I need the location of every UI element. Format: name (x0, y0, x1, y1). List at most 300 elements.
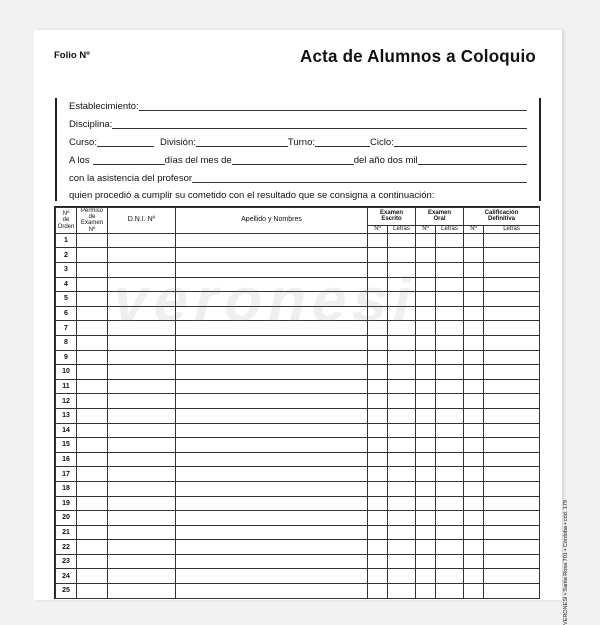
disciplina-label: Disciplina: (69, 119, 113, 130)
escrito-num-cell[interactable] (368, 438, 388, 453)
calif-letras-cell[interactable] (484, 452, 540, 467)
permiso-cell[interactable] (77, 569, 108, 584)
oral-letras-cell[interactable] (436, 292, 464, 307)
escrito-num-cell[interactable] (368, 423, 388, 438)
ciclo-label: Ciclo: (370, 137, 394, 148)
escrito-letras-cell[interactable] (388, 379, 416, 394)
group-oral-line1: Examen (428, 210, 452, 217)
nombre-cell[interactable] (176, 423, 368, 438)
calif-letras-cell[interactable] (484, 263, 540, 278)
calif-num-cell[interactable] (464, 452, 484, 467)
permiso-cell[interactable] (77, 496, 108, 511)
permiso-cell[interactable] (77, 335, 108, 350)
dni-cell[interactable] (108, 379, 176, 394)
calif-num-cell[interactable] (464, 306, 484, 321)
dni-cell[interactable] (108, 335, 176, 350)
oral-num-cell[interactable] (416, 394, 436, 409)
dni-cell[interactable] (108, 525, 176, 540)
oral-letras-cell[interactable] (436, 263, 464, 278)
watermark: veronesi (106, 266, 425, 335)
permiso-cell[interactable] (77, 379, 108, 394)
escrito-letras-cell[interactable] (388, 335, 416, 350)
row-number: 22 (56, 540, 77, 555)
escrito-num-cell[interactable] (368, 467, 388, 482)
form-sheet (34, 30, 569, 625)
oral-letras-cell[interactable] (436, 423, 464, 438)
calif-letras-cell[interactable] (484, 467, 540, 482)
oral-num-cell[interactable] (416, 540, 436, 555)
row-number: 14 (56, 423, 77, 438)
oral-letras-cell[interactable] (436, 306, 464, 321)
row-number: 12 (56, 394, 77, 409)
nombre-cell[interactable] (176, 452, 368, 467)
row-number: 9 (56, 350, 77, 365)
calif-letras-cell[interactable] (484, 248, 540, 263)
permiso-cell[interactable] (77, 350, 108, 365)
table-body (56, 233, 540, 598)
escrito-letras-cell[interactable] (388, 438, 416, 453)
calif-letras-cell[interactable] (484, 321, 540, 336)
permiso-cell[interactable] (77, 481, 108, 496)
oral-letras-cell[interactable] (436, 277, 464, 292)
oral-letras-cell[interactable] (436, 481, 464, 496)
escrito-letras-cell[interactable] (388, 263, 416, 278)
oral-letras-cell[interactable] (436, 394, 464, 409)
col-permiso-line1: Permiso (80, 208, 103, 214)
escrito-num-cell[interactable] (368, 379, 388, 394)
oral-num-cell[interactable] (416, 408, 436, 423)
oral-num-cell[interactable] (416, 438, 436, 453)
calif-num-cell[interactable] (464, 511, 484, 526)
escrito-letras-cell[interactable] (388, 306, 416, 321)
fecha-line (69, 151, 527, 167)
nombre-cell[interactable] (176, 233, 368, 248)
oral-letras-cell[interactable] (436, 569, 464, 584)
nombre-cell[interactable] (176, 511, 368, 526)
anio-field[interactable] (418, 153, 527, 165)
row-number: 21 (56, 525, 77, 540)
calif-letras-cell[interactable] (484, 554, 540, 569)
calif-num-cell[interactable] (464, 467, 484, 482)
permiso-cell[interactable] (77, 584, 108, 599)
group-calif-line1: Calificación (484, 210, 519, 217)
oral-letras-cell[interactable] (436, 408, 464, 423)
calif-letras-cell[interactable] (484, 438, 540, 453)
calif-num-cell[interactable] (464, 321, 484, 336)
oral-num-cell[interactable] (416, 379, 436, 394)
mes-field[interactable] (232, 153, 354, 165)
turno-field[interactable] (315, 135, 370, 147)
calif-num-cell[interactable] (464, 584, 484, 599)
curso-field[interactable] (97, 135, 154, 147)
oral-letras-header: Letras (436, 225, 464, 233)
dni-cell[interactable] (108, 584, 176, 599)
calif-letras-cell[interactable] (484, 481, 540, 496)
oral-letras-cell[interactable] (436, 233, 464, 248)
escrito-num-cell[interactable] (368, 394, 388, 409)
escrito-letras-cell[interactable] (388, 452, 416, 467)
oral-num-cell[interactable] (416, 321, 436, 336)
calif-letras-cell[interactable] (484, 496, 540, 511)
oral-num-cell[interactable] (416, 496, 436, 511)
nombre-cell[interactable] (176, 540, 368, 555)
escrito-letras-cell[interactable] (388, 540, 416, 555)
calif-letras-cell[interactable] (484, 233, 540, 248)
escrito-letras-cell[interactable] (388, 423, 416, 438)
escrito-letras-cell[interactable] (388, 350, 416, 365)
calif-letras-cell[interactable] (484, 525, 540, 540)
calif-num-cell[interactable] (464, 379, 484, 394)
row-number: 1 (56, 233, 77, 248)
dni-cell[interactable] (108, 423, 176, 438)
permiso-cell[interactable] (77, 306, 108, 321)
dni-cell[interactable] (108, 233, 176, 248)
permiso-cell[interactable] (77, 248, 108, 263)
escrito-num-cell[interactable] (368, 321, 388, 336)
group-calif-header (464, 208, 540, 226)
escrito-letras-cell[interactable] (388, 584, 416, 599)
procedio-line (69, 186, 527, 202)
table-row (56, 365, 540, 380)
calif-num-cell[interactable] (464, 569, 484, 584)
dni-cell[interactable] (108, 365, 176, 380)
oral-letras-cell[interactable] (436, 525, 464, 540)
escrito-letras-cell[interactable] (388, 248, 416, 263)
col-orden-line3: Orden (57, 223, 75, 230)
calif-num-cell[interactable] (464, 481, 484, 496)
escrito-num-cell[interactable] (368, 481, 388, 496)
oral-num-cell[interactable] (416, 554, 436, 569)
permiso-cell[interactable] (77, 233, 108, 248)
ciclo-field[interactable] (394, 135, 527, 147)
nombre-cell[interactable] (176, 554, 368, 569)
calif-letras-cell[interactable] (484, 335, 540, 350)
escrito-letras-cell[interactable] (388, 277, 416, 292)
table-row (56, 233, 540, 248)
calif-num-cell[interactable] (464, 394, 484, 409)
nombre-cell[interactable] (176, 306, 368, 321)
escrito-letras-cell[interactable] (388, 496, 416, 511)
profesor-field[interactable] (192, 171, 527, 183)
calif-num-cell[interactable] (464, 408, 484, 423)
escrito-letras-cell[interactable] (388, 321, 416, 336)
permiso-cell[interactable] (77, 467, 108, 482)
escrito-letras-cell[interactable] (388, 394, 416, 409)
dni-cell[interactable] (108, 263, 176, 278)
disciplina-field[interactable] (112, 117, 527, 129)
calif-letras-cell[interactable] (484, 423, 540, 438)
nombre-cell[interactable] (176, 569, 368, 584)
permiso-cell[interactable] (77, 277, 108, 292)
dni-cell[interactable] (108, 350, 176, 365)
row-number: 8 (56, 335, 77, 350)
nombre-cell[interactable] (176, 248, 368, 263)
oral-letras-cell[interactable] (436, 438, 464, 453)
establecimiento-field[interactable] (139, 99, 527, 111)
nombre-cell[interactable] (176, 467, 368, 482)
nombre-cell[interactable] (176, 263, 368, 278)
calif-num-cell[interactable] (464, 263, 484, 278)
dni-cell[interactable] (108, 481, 176, 496)
calif-letras-cell[interactable] (484, 306, 540, 321)
nombre-cell[interactable] (176, 350, 368, 365)
dni-cell[interactable] (108, 467, 176, 482)
escrito-num-cell[interactable] (368, 306, 388, 321)
nombre-cell[interactable] (176, 496, 368, 511)
nombre-cell[interactable] (176, 481, 368, 496)
nombre-cell[interactable] (176, 277, 368, 292)
nombre-cell[interactable] (176, 525, 368, 540)
disciplina-line (69, 115, 527, 131)
nombre-cell[interactable] (176, 321, 368, 336)
calif-num-cell[interactable] (464, 423, 484, 438)
escrito-num-cell[interactable] (368, 335, 388, 350)
row-number: 3 (56, 263, 77, 278)
escrito-num-header: Nº (368, 225, 388, 233)
escrito-num-cell[interactable] (368, 496, 388, 511)
permiso-cell[interactable] (77, 321, 108, 336)
permiso-cell[interactable] (77, 408, 108, 423)
escrito-num-cell[interactable] (368, 233, 388, 248)
oral-num-cell[interactable] (416, 525, 436, 540)
escrito-letras-cell[interactable] (388, 233, 416, 248)
oral-letras-cell[interactable] (436, 511, 464, 526)
table-row (56, 379, 540, 394)
calif-num-header: Nº (464, 225, 484, 233)
escrito-letras-cell[interactable] (388, 525, 416, 540)
col-permiso-line3: Examen Nº (80, 220, 103, 233)
establecimiento-label: Establecimiento: (69, 101, 139, 112)
escrito-num-cell[interactable] (368, 584, 388, 599)
calif-num-cell[interactable] (464, 248, 484, 263)
oral-num-cell[interactable] (416, 467, 436, 482)
calif-letras-cell[interactable] (484, 277, 540, 292)
form-title: Acta de Alumnos a Coloquio (300, 46, 536, 67)
escrito-letras-cell[interactable] (388, 481, 416, 496)
permiso-cell[interactable] (77, 554, 108, 569)
escrito-letras-cell[interactable] (388, 467, 416, 482)
dni-cell[interactable] (108, 511, 176, 526)
anio-label: del año dos mil (353, 155, 418, 166)
permiso-cell[interactable] (77, 365, 108, 380)
calif-letras-cell[interactable] (484, 584, 540, 599)
calif-num-cell[interactable] (464, 277, 484, 292)
calif-num-cell[interactable] (464, 496, 484, 511)
escrito-num-cell[interactable] (368, 554, 388, 569)
row-number: 17 (56, 467, 77, 482)
calif-num-cell[interactable] (464, 350, 484, 365)
permiso-cell[interactable] (77, 438, 108, 453)
escrito-num-cell[interactable] (368, 569, 388, 584)
table-row (56, 511, 540, 526)
escrito-num-cell[interactable] (368, 525, 388, 540)
permiso-cell[interactable] (77, 540, 108, 555)
oral-num-cell[interactable] (416, 423, 436, 438)
calif-letras-cell[interactable] (484, 408, 540, 423)
oral-letras-cell[interactable] (436, 335, 464, 350)
dni-cell[interactable] (108, 408, 176, 423)
oral-letras-cell[interactable] (436, 452, 464, 467)
table-row (56, 277, 540, 292)
folio-label: Folio Nº (54, 50, 90, 61)
oral-num-cell[interactable] (416, 365, 436, 380)
col-permiso-header (77, 208, 108, 234)
dni-cell[interactable] (108, 540, 176, 555)
oral-letras-cell[interactable] (436, 321, 464, 336)
escrito-num-cell[interactable] (368, 408, 388, 423)
row-number: 18 (56, 481, 77, 496)
calif-num-cell[interactable] (464, 335, 484, 350)
alumnos-table (54, 206, 540, 599)
group-oral-header (416, 208, 464, 226)
row-number: 2 (56, 248, 77, 263)
permiso-cell[interactable] (77, 394, 108, 409)
oral-num-cell[interactable] (416, 452, 436, 467)
row-number: 4 (56, 277, 77, 292)
escrito-num-cell[interactable] (368, 277, 388, 292)
escrito-letras-cell[interactable] (388, 554, 416, 569)
curso-line (69, 133, 527, 149)
dni-cell[interactable] (108, 248, 176, 263)
oral-num-cell[interactable] (416, 335, 436, 350)
dni-cell[interactable] (108, 292, 176, 307)
calif-letras-cell[interactable] (484, 540, 540, 555)
side-imprint: VERONESI • Santa Rosa 701 • Córdoba • cód. 179 (563, 499, 569, 625)
oral-letras-cell[interactable] (436, 584, 464, 599)
dni-cell[interactable] (108, 321, 176, 336)
permiso-cell[interactable] (77, 423, 108, 438)
escrito-num-cell[interactable] (368, 365, 388, 380)
nombre-cell[interactable] (176, 365, 368, 380)
oral-num-cell[interactable] (416, 263, 436, 278)
oral-letras-cell[interactable] (436, 554, 464, 569)
table-row (56, 408, 540, 423)
table-row (56, 452, 540, 467)
escrito-letras-cell[interactable] (388, 569, 416, 584)
permiso-cell[interactable] (77, 263, 108, 278)
nombre-cell[interactable] (176, 394, 368, 409)
row-number: 25 (56, 584, 77, 599)
dni-cell[interactable] (108, 452, 176, 467)
oral-num-cell[interactable] (416, 481, 436, 496)
calif-letras-cell[interactable] (484, 292, 540, 307)
a-los-label: A los (69, 155, 90, 166)
dni-cell[interactable] (108, 569, 176, 584)
header-box (55, 98, 541, 201)
table-row (56, 525, 540, 540)
permiso-cell[interactable] (77, 525, 108, 540)
nombre-cell[interactable] (176, 292, 368, 307)
row-number: 13 (56, 408, 77, 423)
calif-letras-cell[interactable] (484, 394, 540, 409)
escrito-num-cell[interactable] (368, 248, 388, 263)
permiso-cell[interactable] (77, 452, 108, 467)
oral-num-cell[interactable] (416, 584, 436, 599)
permiso-cell[interactable] (77, 511, 108, 526)
calif-num-cell[interactable] (464, 365, 484, 380)
oral-letras-cell[interactable] (436, 248, 464, 263)
division-label: División: (159, 137, 196, 148)
calif-num-cell[interactable] (464, 554, 484, 569)
dni-cell[interactable] (108, 394, 176, 409)
col-permiso-line2: de (88, 214, 96, 221)
escrito-num-cell[interactable] (368, 350, 388, 365)
oral-num-cell[interactable] (416, 233, 436, 248)
nombre-cell[interactable] (176, 408, 368, 423)
oral-letras-cell[interactable] (436, 496, 464, 511)
oral-letras-cell[interactable] (436, 379, 464, 394)
escrito-num-cell[interactable] (368, 263, 388, 278)
calif-num-cell[interactable] (464, 292, 484, 307)
dni-cell[interactable] (108, 496, 176, 511)
table-row (56, 321, 540, 336)
oral-letras-cell[interactable] (436, 350, 464, 365)
calif-letras-cell[interactable] (484, 511, 540, 526)
nombre-cell[interactable] (176, 584, 368, 599)
escrito-num-cell[interactable] (368, 292, 388, 307)
oral-num-cell[interactable] (416, 511, 436, 526)
calif-num-cell[interactable] (464, 233, 484, 248)
row-number: 24 (56, 569, 77, 584)
table-row (56, 496, 540, 511)
table-row (56, 350, 540, 365)
escrito-letras-cell[interactable] (388, 408, 416, 423)
row-number: 6 (56, 306, 77, 321)
calif-letras-cell[interactable] (484, 569, 540, 584)
calif-letras-cell[interactable] (484, 379, 540, 394)
escrito-num-cell[interactable] (368, 540, 388, 555)
group-oral-line2: Oral (433, 216, 446, 223)
oral-num-cell[interactable] (416, 569, 436, 584)
nombre-cell[interactable] (176, 438, 368, 453)
dni-cell[interactable] (108, 438, 176, 453)
row-number: 23 (56, 554, 77, 569)
table-row (56, 248, 540, 263)
oral-letras-cell[interactable] (436, 540, 464, 555)
escrito-num-cell[interactable] (368, 511, 388, 526)
escrito-num-cell[interactable] (368, 452, 388, 467)
calif-letras-cell[interactable] (484, 365, 540, 380)
permiso-cell[interactable] (77, 292, 108, 307)
row-number: 15 (56, 438, 77, 453)
dias-field[interactable] (93, 153, 165, 165)
dni-cell[interactable] (108, 306, 176, 321)
oral-num-cell[interactable] (416, 248, 436, 263)
calif-num-cell[interactable] (464, 540, 484, 555)
table-row (56, 467, 540, 482)
dni-cell[interactable] (108, 277, 176, 292)
escrito-letras-cell[interactable] (388, 511, 416, 526)
division-field[interactable] (196, 135, 288, 147)
procedio-label: quien procedió a cumplir su cometido con el resultado que se consigna a continuación: (69, 190, 435, 201)
escrito-letras-cell[interactable] (388, 365, 416, 380)
escrito-letras-cell[interactable] (388, 292, 416, 307)
oral-letras-cell[interactable] (436, 365, 464, 380)
col-dni-header: D.N.I. Nº (108, 208, 176, 234)
nombre-cell[interactable] (176, 379, 368, 394)
calif-num-cell[interactable] (464, 438, 484, 453)
oral-num-cell[interactable] (416, 350, 436, 365)
table-row (56, 335, 540, 350)
calif-letras-cell[interactable] (484, 350, 540, 365)
calif-num-cell[interactable] (464, 525, 484, 540)
oral-num-cell[interactable] (416, 277, 436, 292)
oral-num-cell[interactable] (416, 306, 436, 321)
nombre-cell[interactable] (176, 335, 368, 350)
oral-num-cell[interactable] (416, 292, 436, 307)
oral-letras-cell[interactable] (436, 467, 464, 482)
dni-cell[interactable] (108, 554, 176, 569)
